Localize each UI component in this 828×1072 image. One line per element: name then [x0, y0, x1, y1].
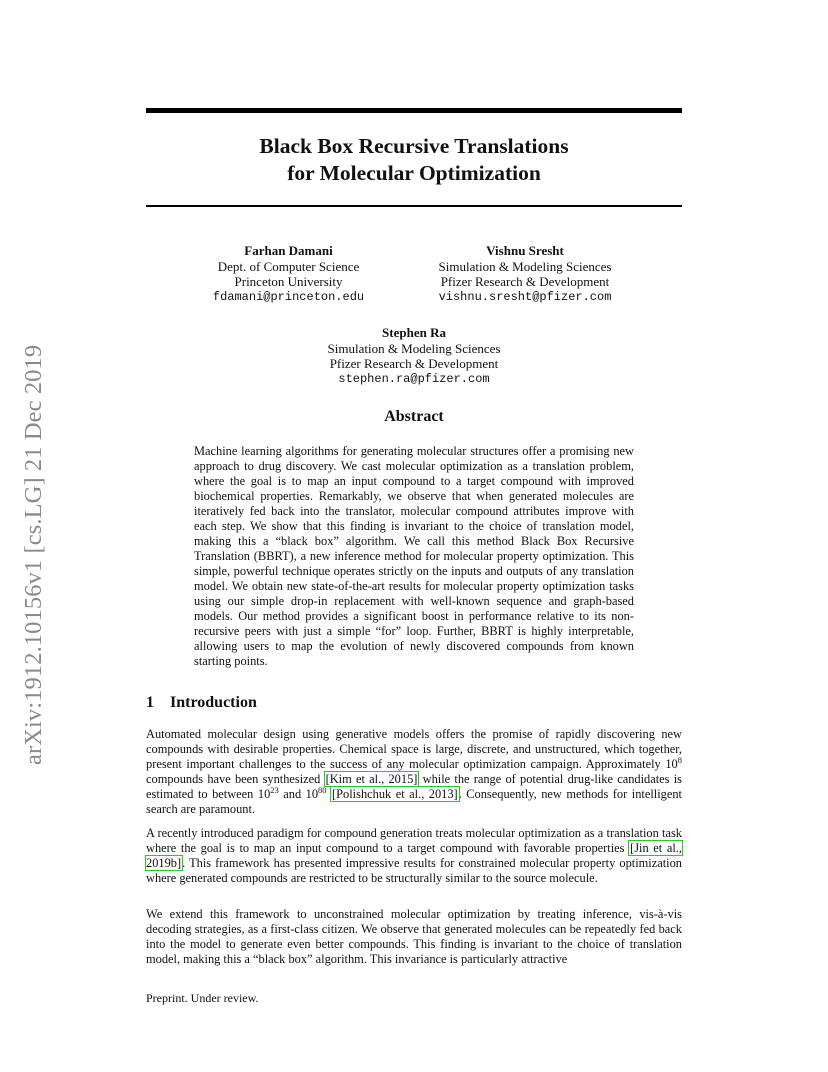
author-institution: Pfizer Research & Development [329, 356, 499, 371]
title-top-rule [146, 108, 682, 113]
author-name: Farhan Damani [244, 243, 333, 258]
paper-title-line-1: Black Box Recursive Translations [259, 134, 569, 158]
section-title: Introduction [170, 694, 257, 711]
abstract-text: Machine learning algorithms for generating molecular structures offer a promising new approach to drug discovery. We cast molecular optimization as a translation problem, where the goal is to map an input compound to a target compound with improved biochemical properties. Remarkably, we observe that when generated molecules are iteratively fed back into the translator, molecular compound attributes improve with each step. We show that this finding is invariant to the choice of translation model, making this a “black box” algorithm. We call this method Black Box Recursive Translation (BBRT), a new inference method for molecular property optimization. This simple, powerful technique operates strictly on the inputs and outputs of any translation model. We obtain new state-of-the-art results for molecular property optimization tasks using our simple drop-in replacement with well-known sequence and graph-based models. Our method provides a significant boost in performance relative to its non-recursive peers with just a simple “for” loop. Further, BBRT is highly interpretable, allowing users to map the evolution of newly discovered compounds from known starting points. [194, 444, 634, 668]
author-email[interactable]: vishnu.sresht@pfizer.com [438, 289, 612, 304]
author-institution: Princeton University [234, 274, 343, 289]
author-department: Dept. of Computer Science [217, 258, 360, 274]
arxiv-identifier-stamp: arXiv:1912.10156v1 [cs.LG] 21 Dec 2019 [20, 344, 47, 765]
intro-paragraph-3: We extend this framework to unconstrained molecular optimization by treating inference, vis-à-vis decoding strategies, as a first-class citizen. We observe that generated molecules can be repeatedly fed back into the model to generate even better compounds. This finding is invariant to the choice of translation model, making this a “black box” algorithm. This invariance is particularly attractive [146, 907, 682, 966]
superscript-exponent: 80 [318, 784, 327, 795]
author-department: Simulation & Modeling Sciences [438, 258, 612, 274]
citation-link[interactable]: [Jin et al., 2019b] [146, 841, 682, 870]
section-heading-introduction [146, 694, 257, 712]
page-footer: Preprint. Under review. [146, 991, 259, 1005]
abstract-heading: Abstract [384, 408, 444, 425]
text-run: while the range of potential drug-like candidates is estimated to between 10 [146, 772, 682, 801]
citation-link[interactable]: [Kim et al., 2015] [325, 772, 418, 786]
paper-title-line-2: for Molecular Optimization [287, 161, 541, 185]
title-bottom-rule [146, 205, 682, 207]
text-run: Automated molecular design using generative models offers the promise of rapidly discovering new compounds with desirable properties. Chemical space is large, discrete, and unstructured, which together, present important challenges to the success of any molecular optimization campaign. Approximately 10 [146, 727, 682, 771]
text-run: A recently introduced paradigm for compound generation treats molecular optimization as a translation task where the goal is to map an input compound to a target compound with favorable properties [146, 826, 682, 855]
author-block-2 [420, 243, 630, 305]
author-block-1 [186, 243, 391, 305]
author-email[interactable]: fdamani@princeton.edu [212, 289, 365, 304]
section-number: 1 [146, 694, 154, 711]
author-institution: Pfizer Research & Development [440, 274, 610, 289]
superscript-exponent: 23 [270, 784, 279, 795]
author-block-3 [300, 325, 528, 387]
text-run: . This framework has presented impressive results for constrained molecular property optimization where generated compounds are restricted to be structurally similar to the source molecule. [146, 856, 682, 885]
intro-paragraph-1 [146, 727, 682, 817]
author-email[interactable]: stephen.ra@pfizer.com [338, 371, 490, 386]
author-name: Vishnu Sresht [486, 243, 564, 258]
author-department: Simulation & Modeling Sciences [327, 340, 501, 356]
text-run: compounds have been synthesized [146, 772, 325, 786]
citation-link[interactable]: [Polishchuk et al., 2013] [332, 787, 458, 801]
author-name: Stephen Ra [382, 325, 446, 340]
intro-paragraph-2 [146, 826, 682, 886]
text-run: and 10 [278, 787, 319, 801]
superscript-exponent: 8 [677, 754, 682, 765]
text-run: . Consequently, new methods for intelligent search are paramount. [146, 787, 682, 816]
